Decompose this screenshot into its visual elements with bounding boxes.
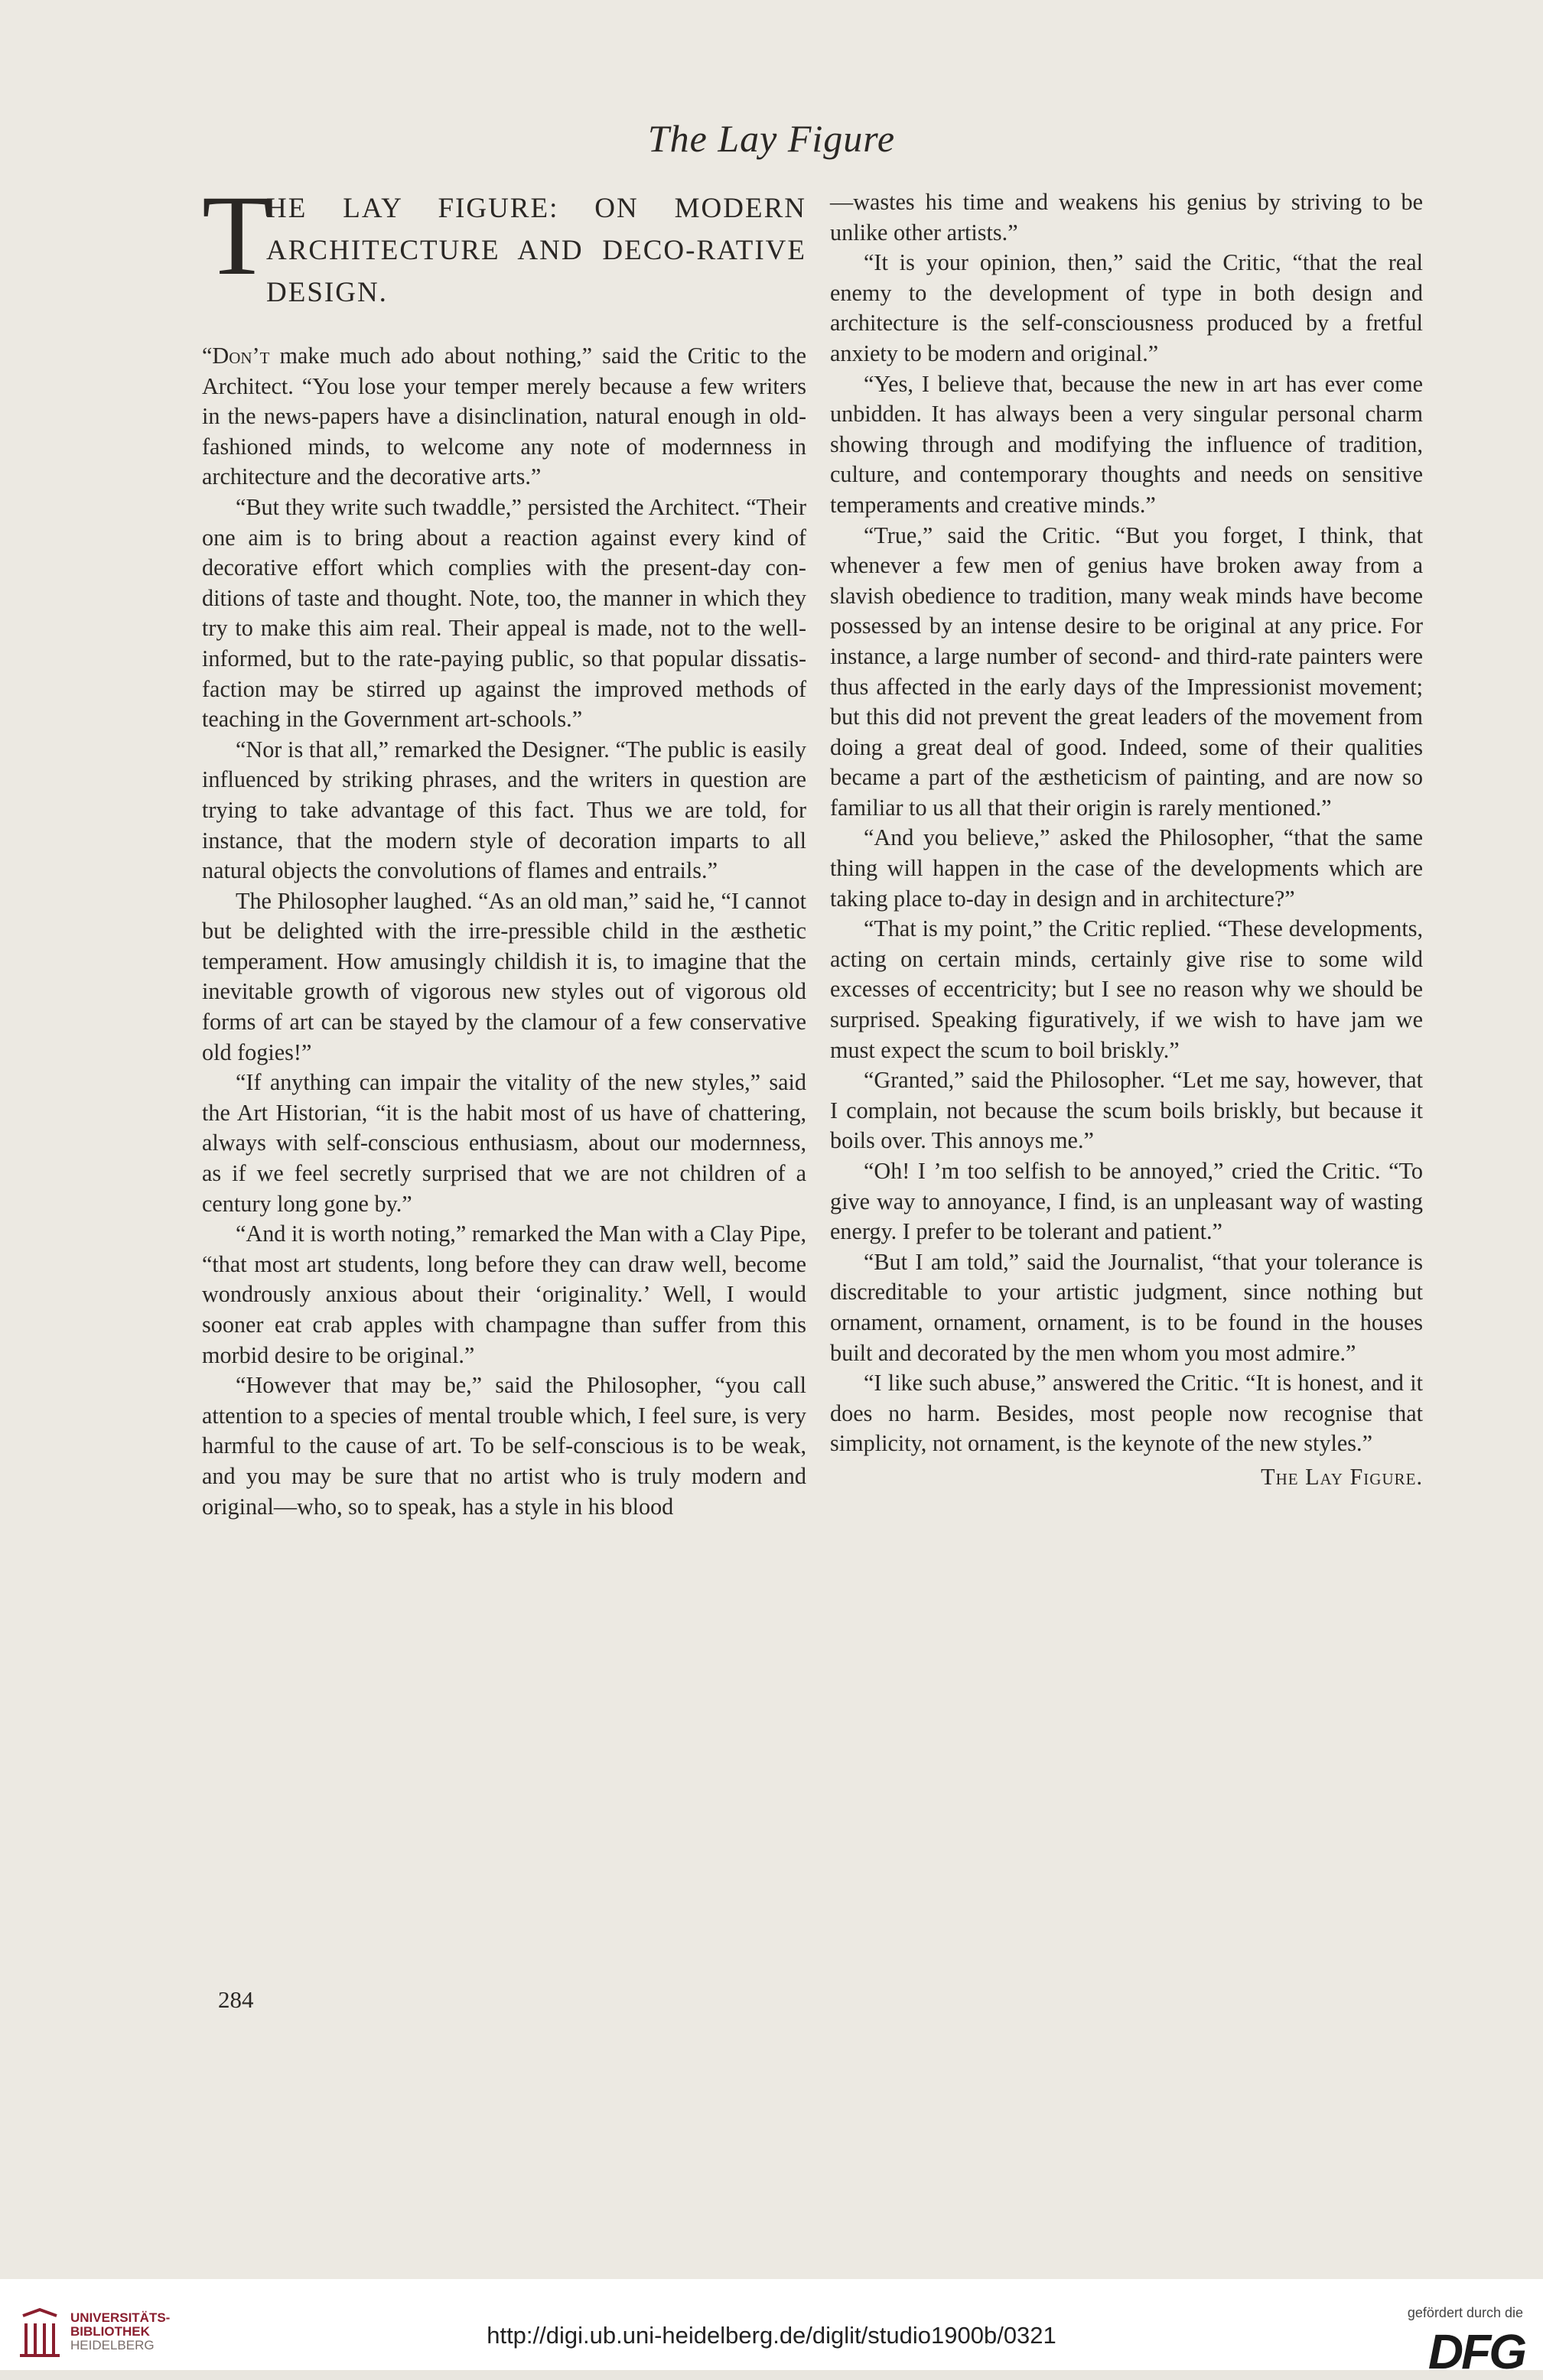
paragraph: “I like such abuse,” answered the Critic. “It is honest, and it does no harm. Besides, most people now recognise that simplicity, not ornament, is the keynote of the new styles.” — [830, 1370, 1423, 1457]
title-text: HE LAY FIGURE: ON MODERN ARCHITECTURE AND DECO-RATIVE DESIGN. — [266, 193, 806, 308]
paragraph: “However that may be,” said the Philosopher, “you call attention to a species of mental trouble which, I feel sure, is very harmful to the cause of art. To be self-conscious is to be weak, and you may be sure that no artist who is truly modern and original—who, so to speak, has a style in his blood — [202, 1372, 806, 1520]
paragraph: “Granted,” said the Philosopher. “Let me say, however, that I complain, not because the scum boils briskly, but because it boils over. This annoys me.” — [830, 1067, 1423, 1154]
paragraph: “If anything can impair the vitality of the new styles,” said the Art Historian, “it is the habit most of us have of chattering, always with self-conscious enthusiasm, about our modernness, as if we feel secretly surprised that we are not children of a century long gone by.” — [202, 1069, 806, 1217]
left-column — [202, 172, 806, 1522]
funding-label: gefördert durch die — [1407, 2305, 1523, 2320]
paragraph: “That is my point,” the Critic replied. “These developments, acting on certain minds, certainly give rise to some wild excesses of eccentricity; but I see no reason why we should be surprised. Speaking figuratively, if we wish to have jam we must expect the scum to boil briskly.” — [830, 915, 1423, 1063]
paragraph: “And it is worth noting,” remarked the Man with a Clay Pipe, “that most art students, long before they can draw well, become wondrously anxious about their ‘originality.’ Well, I would sooner eat crab apples with champagne than suffer from this morbid desire to be original.” — [202, 1221, 806, 1368]
library-name: UNIVERSITÄTS- BIBLIOTHEK HEIDELBERG — [70, 2310, 171, 2352]
paragraph: “Don’t make much ado about nothing,” said the Critic to the Architect. “You lose your temper merely because a few writers in the news-papers have a disinclination, natural enough in old-fashioned minds, to welcome any note of modernness in architecture and the decorative arts.” — [202, 343, 806, 490]
paragraph: “Oh! I ’m too selfish to be annoyed,” cried the Critic. “To give way to annoyance, I find, is an unpleasant way of wasting energy. I prefer to be tolerant and patient.” — [830, 1158, 1423, 1245]
drop-cap: T — [202, 172, 272, 299]
signature: The Lay Figure. — [1261, 1463, 1423, 1490]
paragraph: —wastes his time and weakens his genius by striving to be unlike other artists.” — [830, 189, 1423, 245]
digitization-footer — [0, 2279, 1543, 2379]
paragraph: “But they write such twaddle,” persisted the Architect. “Their one aim is to bring about a reaction against every kind of decorative effort which complies with the present-day con-ditions of taste and thought. Note, too, the manner in which they try to make this aim real. Their appeal is made, not to the well-informed, but to the rate-paying public, so that popular dissatis-faction may be stirred up against the improved methods of teaching in the Government art-schools.” — [202, 493, 806, 733]
paragraph: “True,” said the Critic. “But you forget, I think, that whenever a few men of genius have broken away from a slavish obedience to tradition, many weak minds have become possessed by an intense desire to be original at any price. For instance, a large number of second- and third-rate painters were thus affected in the early days of the Impressionist movement; but this did not prevent the great leaders of the movement from doing a great deal of good. Indeed, some of their qualities became a part of the æstheticism of painting, and are now so familiar to us all that their origin is rarely mentioned.” — [830, 522, 1423, 821]
opening-word: Don’t — [212, 343, 270, 369]
dfg-logo: DFG — [1427, 2324, 1525, 2379]
paragraph: “Nor is that all,” remarked the Designer. “The public is easily influenced by striking phrases, and the writers in question are trying to take advantage of this fact. Thus we are told, for instance, that the modern style of decoration imparts to all natural objects the convolutions of flames and entrails.” — [202, 736, 806, 884]
page-number: 284 — [218, 1986, 254, 2013]
paragraph: The Philosopher laughed. “As an old man,” said he, “I cannot but be delighted with the irre-pressible child in the æsthetic temperament. How amusingly childish it is, to imagine that the inevitable growth of vigorous new styles out of vigorous old forms of art can be stayed by the clamour of a few conservative old fogies!” — [202, 887, 806, 1065]
running-head: The Lay Figure — [647, 117, 896, 160]
article-title — [202, 172, 806, 314]
paragraph: “It is your opinion, then,” said the Critic, “that the real enemy to the development of type in both design and architecture is the self-consciousness produced by a fretful anxiety to be modern and original.” — [830, 249, 1423, 366]
permalink-url[interactable]: http://digi.ub.uni-heidelberg.de/diglit/studio1900b/0321 — [487, 2322, 1056, 2349]
paragraph: “But I am told,” said the Journalist, “that your tolerance is discreditable to your artistic judgment, since nothing but ornament, ornament, ornament, is to be found in the houses built and decorated by the men whom you most admire.” — [830, 1248, 1423, 1366]
paragraph: “And you believe,” asked the Philosopher, “that the same thing will happen in the case of the developments which are taking place to-day in design and in architecture?” — [830, 824, 1423, 912]
right-column — [830, 187, 1423, 1493]
paragraph: “Yes, I believe that, because the new in art has ever come unbidden. It has always been a very singular personal charm showing through and modifying the influence of tradition, culture, and contemporary thoughts and needs on sensitive temperaments and creative minds.” — [830, 370, 1423, 518]
